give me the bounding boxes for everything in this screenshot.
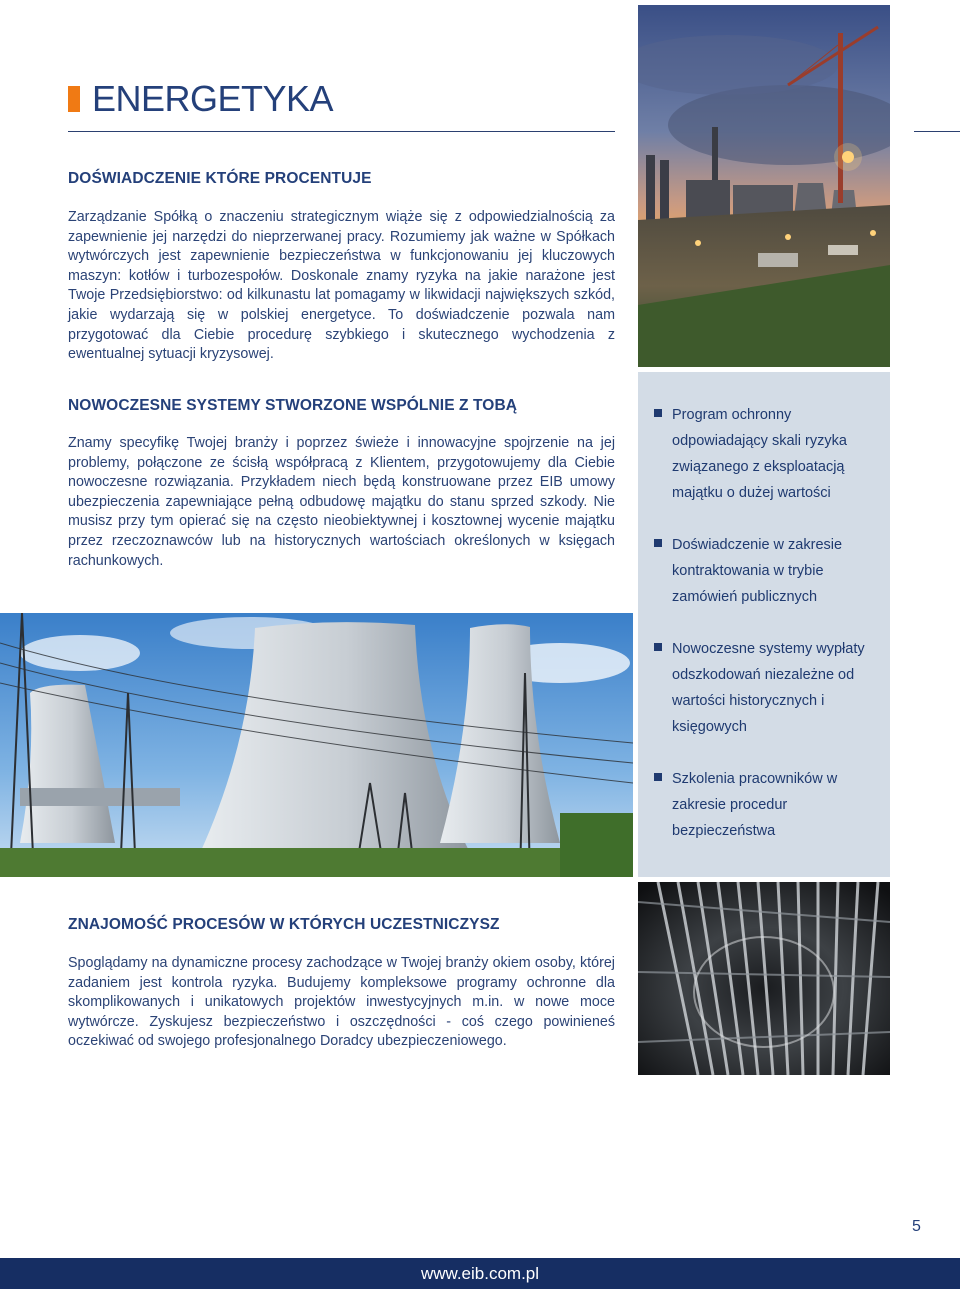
bullet-square-icon (654, 409, 662, 417)
footer-url-link[interactable]: www.eib.com.pl (420, 1264, 540, 1283)
bullet-square-icon (654, 773, 662, 781)
benefit-text: Doświadczenie w zakresie kontraktowania w trybie zamówień publicznych (672, 537, 843, 605)
power-plant-construction-photo (638, 5, 890, 367)
title-divider (68, 131, 615, 132)
benefit-text: Nowoczesne systemy wypłaty odszkodowań niezależne od wartości historycznych i księgowych (672, 641, 865, 735)
bullet-square-icon (654, 539, 662, 547)
section-heading-experience: DOŚWIADCZENIE KTÓRE PROCENTUJE (68, 170, 372, 187)
section-body-experience: Zarządzanie Spółką o znaczeniu strategicznym wiąże się z odpowiedzialnością za zapewnienie jej narzędzi do nieprzerwanej pracy. Rozumiemy jak ważne w Spółkach wytwórczych jest zapewnienie bezpieczeństwa w funkcjonowaniu jej kluczowych maszyn: kotłów i turbozespołów. Doskonale znamy ryzyka na jakie narażone jest Twoje Przedsiębiorstwo: od kilkunastu lat pomagamy w likwidacji największych szkód, jakie wydarzają się w polskiej energetyce. To doświadczenie pozwala nam przygotować dla Ciebie procedurę szybkiego i skutecznego wychodzenia z ewentualnej sytuacji kryzysowej. (68, 209, 615, 363)
benefit-item (654, 766, 880, 844)
turbine-blades-photo (638, 882, 890, 1075)
title-accent-mark (68, 86, 80, 112)
section-body-processes: Spoglądamy na dynamiczne procesy zachodzące w Twojej branży okiem osoby, której zadaniem jest kontrola ryzyka. Budujemy kompleksowe programy ochronne dla skomplikowanych i unikatowych projektów inwestycyjnych m.in. w nowe moce wytwórcze. Zyskujesz bezpieczeństwo i oszczędności - coś czego powinieneś oczekiwać od swojego profesjonalnego Doradcy ubezpieczeniowego. (68, 955, 615, 1050)
page-number: 5 (912, 1218, 921, 1235)
benefit-item (654, 636, 880, 740)
section-heading-processes: ZNAJOMOŚĆ PROCESÓW W KTÓRYCH UCZESTNICZYSZ (68, 916, 500, 933)
benefit-text: Szkolenia pracowników w zakresie procedur bezpieczeństwa (672, 771, 838, 839)
section-body-modern-systems: Znamy specyfikę Twojej branży i poprzez świeże i innowacyjne spojrzenie na jej problemy, połączone ze ścisłą współpracą z Klientem, przygotowujemy dla Ciebie nowoczesne rozwiązania. Przykładem niech będą konstruowane przez EIB umowy ubezpieczenia zapewniające pełną odbudowę majątku do stanu sprzed szkody. Nie musisz przy tym opierać się na często nieobiektywnej i kosztownej wycenie majątku przez rzeczoznawców lub na historycznych wartościach określonych w księgach rachunkowych. (68, 435, 615, 569)
benefit-item (654, 402, 880, 506)
cooling-towers-photo (0, 613, 633, 877)
bullet-square-icon (654, 643, 662, 651)
section-heading-modern-systems: NOWOCZESNE SYSTEMY STWORZONE WSPÓLNIE Z TOBĄ (68, 397, 518, 414)
benefit-text: Program ochronny odpowiadający skali ryzyka związanego z eksploatacją majątku o dużej wartości (672, 407, 847, 501)
page-title: ENERGETYKA (92, 78, 334, 119)
benefit-item (654, 532, 880, 610)
benefits-box (638, 372, 890, 877)
edge-divider (914, 131, 960, 132)
